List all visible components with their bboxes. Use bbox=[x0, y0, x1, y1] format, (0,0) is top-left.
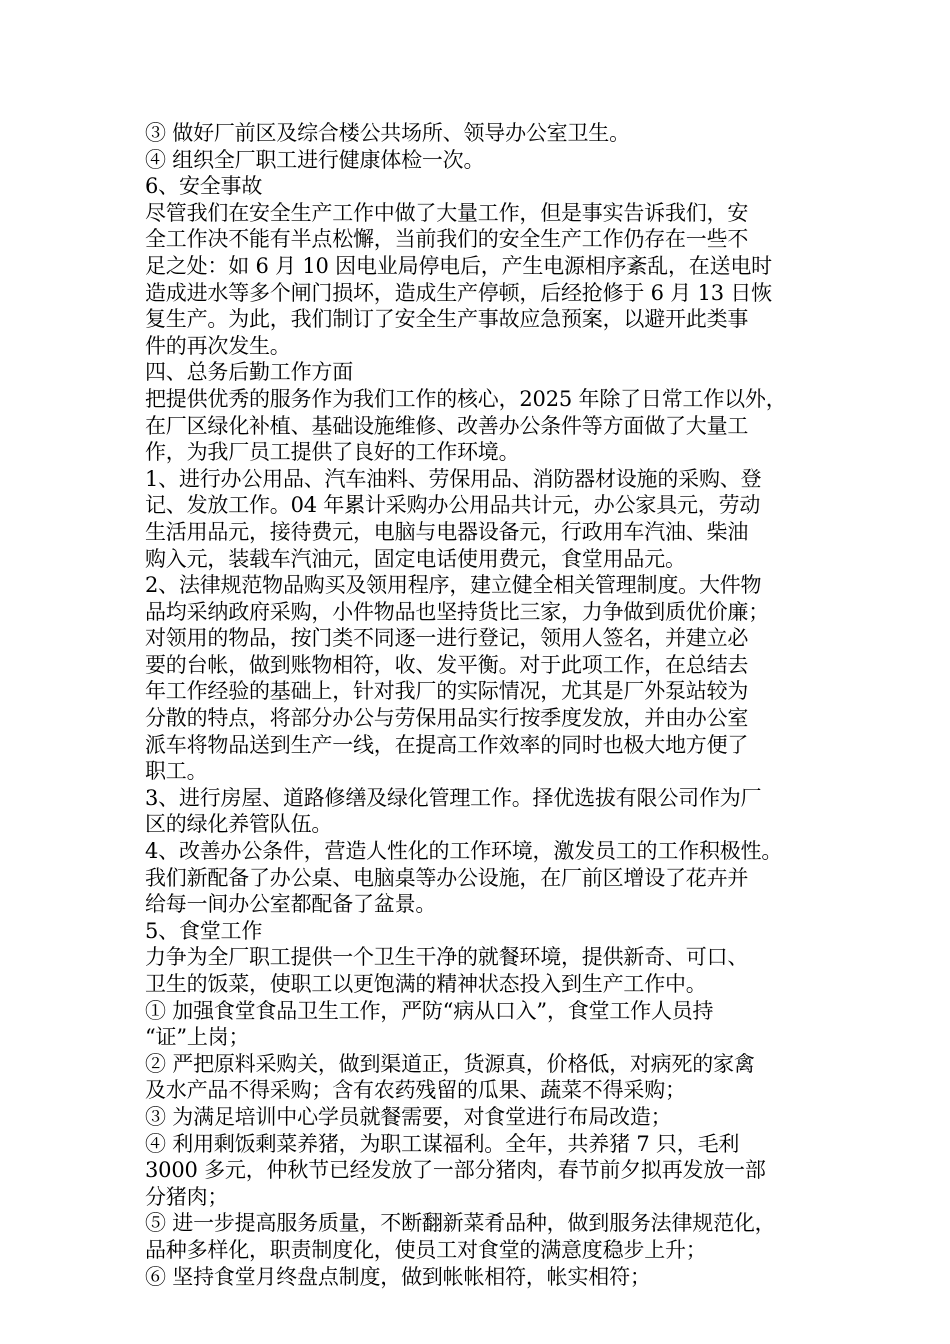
text-line: 4、改善办公条件，营造人性化的工作环境，激发员工的工作积极性。 bbox=[145, 839, 783, 864]
text-line: ② 严把原料采购关，做到渠道正，货源真，价格低，对病死的家禽 bbox=[145, 1051, 755, 1076]
text-line: 生活用品元，接待费元，电脑与电器设备元，行政用车汽油、柴油 bbox=[145, 519, 749, 544]
text-line: 复生产。为此，我们制订了安全生产事故应急预案，以避开此类事 bbox=[145, 307, 749, 332]
text-line: 及水产品不得采购；含有农药残留的瓜果、蔬菜不得采购； bbox=[145, 1078, 686, 1103]
text-line: 在厂区绿化补植、基础设施维修、改善办公条件等方面做了大量工 bbox=[145, 413, 749, 438]
text-line: 件的再次发生。 bbox=[145, 333, 291, 358]
text-line: 派车将物品送到生产一线，在提高工作效率的同时也极大地方便了 bbox=[145, 732, 749, 757]
text-line: ① 加强食堂食品卫生工作，严防“病从口入”，食堂工作人员持 bbox=[145, 998, 714, 1023]
text-line: 把提供优秀的服务作为我们工作的核心，2025 年除了日常工作以外， bbox=[145, 386, 787, 411]
text-line: 3000 多元，仲秋节已经发放了一部分猪肉，春节前夕拟再发放一部 bbox=[145, 1158, 766, 1183]
text-line: ③ 做好厂前区及综合楼公共场所、领导办公室卫生。 bbox=[145, 121, 630, 145]
text-line: 1、进行办公用品、汽车油料、劳保用品、消防器材设施的采购、登 bbox=[145, 466, 762, 491]
section-heading: 6、安全事故 bbox=[145, 174, 263, 199]
text-line: “证”上岗； bbox=[145, 1025, 250, 1050]
text-line: ⑤ 进一步提高服务质量，不断翻新菜肴品种，做到服务法律规范化， bbox=[145, 1211, 776, 1236]
text-line: 要的台帐，做到账物相符，收、发平衡。对于此项工作，在总结去 bbox=[145, 652, 749, 677]
text-line: 尽管我们在安全生产工作中做了大量工作，但是事实告诉我们，安 bbox=[145, 200, 749, 225]
text-line: ④ 利用剩饭剩菜养猪，为职工谋福利。全年，共养猪 7 只，毛利 bbox=[145, 1131, 740, 1156]
text-line: 年工作经验的基础上，针对我厂的实际情况，尤其是厂外泵站较为 bbox=[145, 679, 749, 704]
text-line: ③ 为满足培训中心学员就餐需要，对食堂进行布局改造； bbox=[145, 1104, 672, 1129]
section-heading: 四、总务后勤工作方面 bbox=[145, 360, 353, 385]
text-line: 购入元，装载车汽油元，固定电话使用费元，食堂用品元。 bbox=[145, 546, 686, 571]
section-heading: 5、食堂工作 bbox=[145, 918, 263, 943]
text-line: 卫生的饭菜，使职工以更饱满的精神状态投入到生产工作中。 bbox=[145, 972, 707, 996]
text-line: 作，为我厂员工提供了良好的工作环境。 bbox=[145, 440, 520, 465]
text-line: 品种多样化，职责制度化，使员工对食堂的满意度稳步上升； bbox=[145, 1237, 707, 1262]
text-line: 力争为全厂职工提供一个卫生干净的就餐环境，提供新奇、可口、 bbox=[145, 945, 749, 970]
text-line: 记、发放工作。04 年累计采购办公用品共计元，办公家具元，劳动 bbox=[145, 493, 761, 518]
text-line: 3、进行房屋、道路修缮及绿化管理工作。择优选拔有限公司作为厂 bbox=[145, 785, 762, 810]
text-line: 足之处：如 6 月 10 因电业局停电后，产生电源相序紊乱，在送电时 bbox=[145, 253, 772, 278]
text-line: 分猪肉； bbox=[145, 1184, 229, 1209]
text-line: 给每一间办公室都配备了盆景。 bbox=[145, 892, 437, 917]
text-line: 职工。 bbox=[145, 759, 208, 784]
document-page bbox=[145, 120, 825, 1290]
text-line: 对领用的物品，按门类不同逐一进行登记，领用人签名，并建立必 bbox=[145, 626, 749, 651]
text-line: 全工作决不能有半点松懈，当前我们的安全生产工作仍存在一些不 bbox=[145, 227, 749, 252]
text-line: 2、法律规范物品购买及领用程序，建立健全相关管理制度。大件物 bbox=[145, 573, 762, 598]
text-line: ④ 组织全厂职工进行健康体检一次。 bbox=[145, 147, 485, 172]
text-line: 区的绿化养管队伍。 bbox=[145, 812, 333, 837]
text-line: 分散的特点，将部分办公与劳保用品实行按季度发放，并由办公室 bbox=[145, 706, 749, 731]
text-line: ⑥ 坚持食堂月终盘点制度，做到帐帐相符，帐实相符； bbox=[145, 1264, 651, 1289]
text-line: 我们新配备了办公桌、电脑桌等办公设施，在厂前区增设了花卉并 bbox=[145, 865, 749, 890]
text-line: 品均采纳政府采购，小件物品也坚持货比三家，力争做到质优价廉； bbox=[145, 599, 769, 624]
text-line: 造成进水等多个闸门损坏，造成生产停顿，后经抢修于 6 月 13 日恢 bbox=[145, 280, 772, 305]
